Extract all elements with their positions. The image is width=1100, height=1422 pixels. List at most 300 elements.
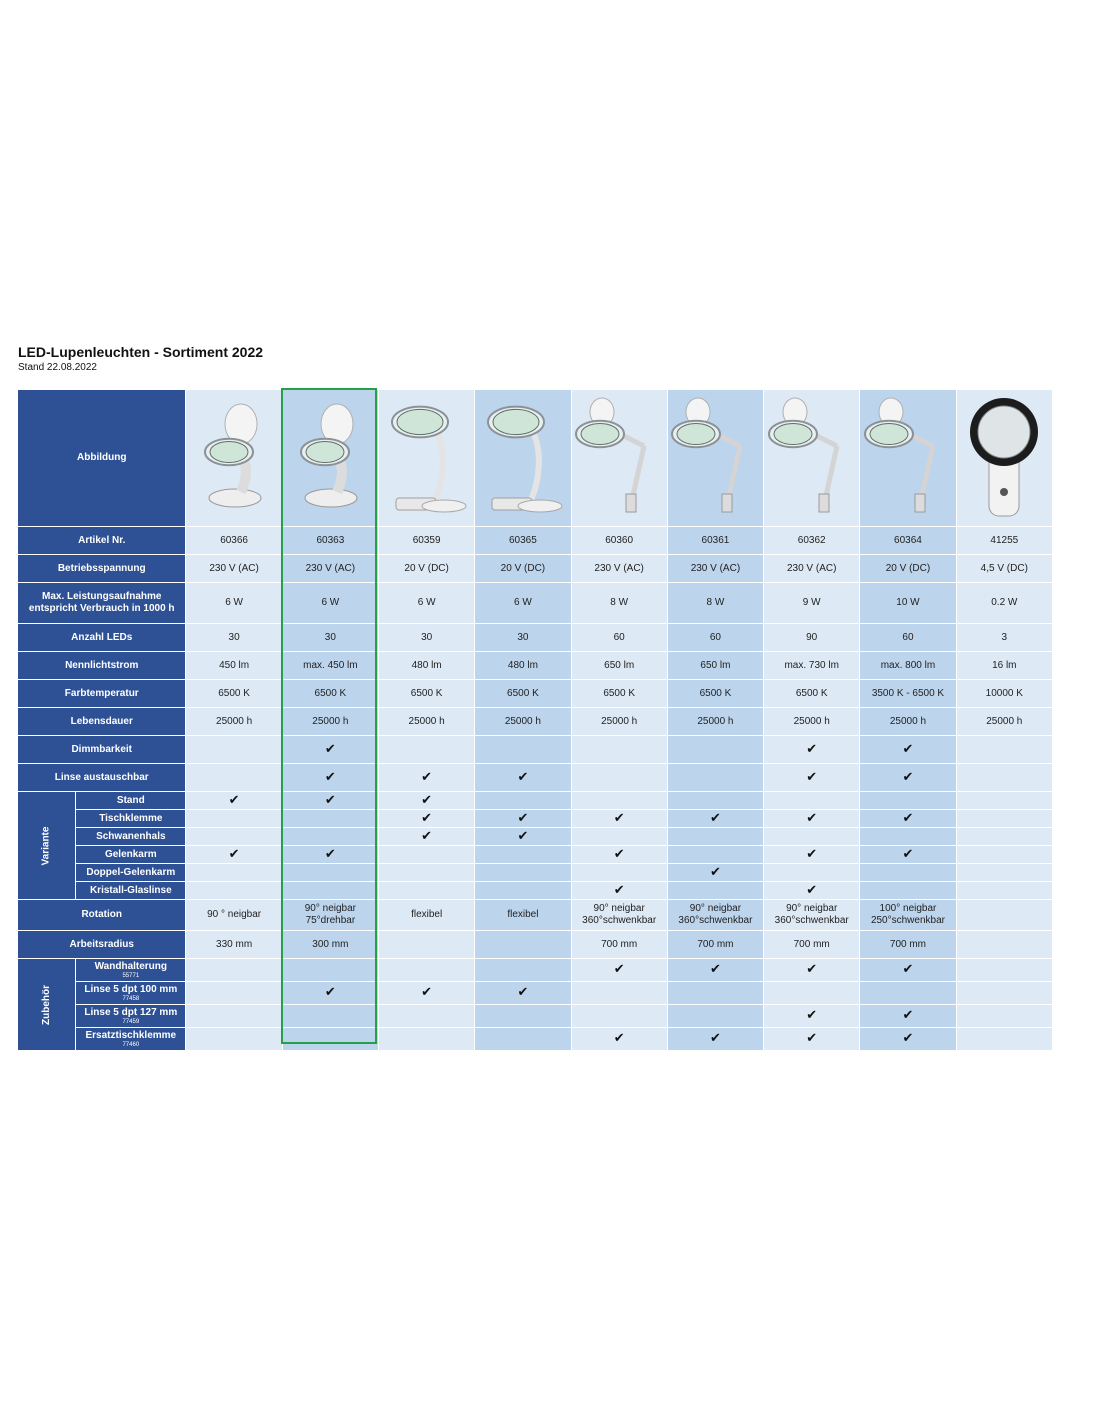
value-cell-spannung: 20 V (DC) xyxy=(475,555,571,583)
check-cell-gelenk xyxy=(764,846,860,864)
checkmark-icon: ✔ xyxy=(613,961,625,976)
check-cell-kristall xyxy=(186,882,282,900)
checkmark-icon: ✔ xyxy=(421,768,433,784)
check-cell-ersatz xyxy=(379,1028,475,1051)
row-label-doppel: Doppel-Gelenkarm xyxy=(76,864,186,882)
value-cell-artikel: 60366 xyxy=(186,527,282,555)
check-cell-l127 xyxy=(379,1005,475,1028)
check-cell-doppel xyxy=(860,864,956,882)
row-label-abbildung: Abbildung xyxy=(18,390,186,527)
check-cell-wand xyxy=(475,959,571,982)
value-cell-farbtemp: 6500 K xyxy=(571,680,667,708)
checkmark-icon: ✔ xyxy=(709,961,721,976)
table-row xyxy=(18,708,1053,736)
check-cell-dimm xyxy=(667,736,763,764)
value-cell-leds: 30 xyxy=(379,624,475,652)
value-cell-spannung: 230 V (AC) xyxy=(571,555,667,583)
row-label-nennlichtstrom: Nennlichtstrom xyxy=(18,652,186,680)
table-row-images xyxy=(18,390,1053,527)
check-cell-doppel xyxy=(475,864,571,882)
value-cell-spannung: 230 V (AC) xyxy=(186,555,282,583)
row-label-lebensdauer: Lebensdauer xyxy=(18,708,186,736)
value-cell-radius: 700 mm xyxy=(764,931,860,959)
checkmark-icon: ✔ xyxy=(902,740,914,756)
check-cell-tisch xyxy=(956,810,1052,828)
value-cell-spannung: 230 V (AC) xyxy=(282,555,378,583)
check-cell-ersatz xyxy=(860,1028,956,1051)
row-label-tischklemme: Tischklemme xyxy=(76,810,186,828)
check-cell-ersatz xyxy=(956,1028,1052,1051)
check-cell-kristall xyxy=(571,882,667,900)
checkmark-icon: ✔ xyxy=(421,809,433,825)
value-cell-lebensdauer: 25000 h xyxy=(379,708,475,736)
row-label-leds: Anzahl LEDs xyxy=(18,624,186,652)
table-row-variante xyxy=(18,846,1053,864)
table-row xyxy=(18,900,1053,931)
row-label-ersatz xyxy=(76,1028,186,1051)
value-cell-rotation xyxy=(379,900,475,931)
comparison-table xyxy=(17,389,1053,1051)
row-label-linse100 xyxy=(76,982,186,1005)
value-cell-radius xyxy=(956,931,1052,959)
value-cell-lichtstrom: max. 800 lm xyxy=(860,652,956,680)
check-cell-l100 xyxy=(186,982,282,1005)
value-cell-farbtemp: 6500 K xyxy=(186,680,282,708)
checkmark-icon: ✔ xyxy=(517,827,529,843)
checkmark-icon: ✔ xyxy=(324,768,336,784)
check-cell-linse xyxy=(186,764,282,792)
table-row xyxy=(18,652,1053,680)
table-body xyxy=(18,390,1053,1051)
check-cell-tisch xyxy=(571,810,667,828)
value-cell-lichtstrom: max. 450 lm xyxy=(282,652,378,680)
checkmark-icon: ✔ xyxy=(902,845,914,861)
table-row-variante xyxy=(18,828,1053,846)
table-row xyxy=(18,680,1053,708)
rotation-line1: 90° neigbar xyxy=(304,903,356,914)
check-cell-linse xyxy=(282,764,378,792)
value-cell-artikel: 60363 xyxy=(282,527,378,555)
row-label-leistung-line2: entspricht Verbrauch in 1000 h xyxy=(28,603,175,614)
value-cell-radius: 330 mm xyxy=(186,931,282,959)
row-label-linse: Linse austauschbar xyxy=(18,764,186,792)
check-cell-linse xyxy=(379,764,475,792)
value-cell-leds: 60 xyxy=(667,624,763,652)
check-cell-doppel xyxy=(764,864,860,882)
check-cell-dimm xyxy=(282,736,378,764)
check-cell-schwan xyxy=(764,828,860,846)
value-cell-leds: 30 xyxy=(186,624,282,652)
value-cell-lichtstrom: 480 lm xyxy=(475,652,571,680)
check-cell-wand xyxy=(667,959,763,982)
check-cell-stand xyxy=(956,792,1052,810)
check-cell-l127 xyxy=(282,1005,378,1028)
value-cell-lichtstrom: 480 lm xyxy=(379,652,475,680)
value-cell-lebensdauer: 25000 h xyxy=(186,708,282,736)
check-cell-tisch xyxy=(667,810,763,828)
check-cell-l100 xyxy=(667,982,763,1005)
check-cell-l127 xyxy=(764,1005,860,1028)
checkmark-icon: ✔ xyxy=(324,845,336,861)
rotation-line2: 75°drehbar xyxy=(305,915,356,926)
value-cell-lebensdauer: 25000 h xyxy=(860,708,956,736)
rotation-line1: 90° neigbar xyxy=(786,903,838,914)
product-image-cell xyxy=(379,390,475,527)
checkmark-icon: ✔ xyxy=(613,1030,625,1045)
value-cell-rotation xyxy=(667,900,763,931)
accessory-name: Ersatztischklemme xyxy=(85,1029,177,1041)
row-label-wand xyxy=(76,959,186,982)
checkmark-icon: ✔ xyxy=(228,845,240,861)
check-cell-stand xyxy=(571,792,667,810)
value-cell-spannung: 20 V (DC) xyxy=(860,555,956,583)
check-cell-tisch xyxy=(475,810,571,828)
value-cell-artikel: 60360 xyxy=(571,527,667,555)
checkmark-icon: ✔ xyxy=(806,881,818,897)
rotation-line1: 100° neigbar xyxy=(879,903,937,914)
value-cell-artikel: 60365 xyxy=(475,527,571,555)
accessory-name: Wandhalterung xyxy=(94,960,168,972)
check-cell-kristall xyxy=(282,882,378,900)
rotation-line1: 90° neigbar xyxy=(689,903,742,914)
value-cell-leistung: 8 W xyxy=(571,583,667,624)
check-cell-gelenk xyxy=(860,846,956,864)
row-label-rotation: Rotation xyxy=(18,900,186,931)
value-cell-rotation xyxy=(186,900,282,931)
checkmark-icon: ✔ xyxy=(709,1030,721,1045)
value-cell-rotation xyxy=(571,900,667,931)
check-cell-gelenk xyxy=(379,846,475,864)
check-cell-kristall xyxy=(475,882,571,900)
check-cell-dimm xyxy=(379,736,475,764)
check-cell-schwan xyxy=(860,828,956,846)
check-cell-schwan xyxy=(571,828,667,846)
check-cell-dimm xyxy=(764,736,860,764)
checkmark-icon: ✔ xyxy=(709,863,721,879)
check-cell-l100 xyxy=(956,982,1052,1005)
table-row-variante xyxy=(18,792,1053,810)
check-cell-schwan xyxy=(956,828,1052,846)
value-cell-lichtstrom: 450 lm xyxy=(186,652,282,680)
checkmark-icon: ✔ xyxy=(324,740,336,756)
row-label-farbtemperatur: Farbtemperatur xyxy=(18,680,186,708)
check-cell-l100 xyxy=(571,982,667,1005)
value-cell-radius: 700 mm xyxy=(860,931,956,959)
rotation-line2: 360°schwenkbar xyxy=(582,915,657,926)
check-cell-ersatz xyxy=(667,1028,763,1051)
table-row xyxy=(18,736,1053,764)
value-cell-rotation xyxy=(860,900,956,931)
check-cell-stand xyxy=(764,792,860,810)
check-cell-wand xyxy=(282,959,378,982)
check-cell-ersatz xyxy=(475,1028,571,1051)
value-cell-farbtemp: 6500 K xyxy=(667,680,763,708)
check-cell-doppel xyxy=(667,864,763,882)
check-cell-schwan xyxy=(667,828,763,846)
product-arm-clamp-lamp-image xyxy=(574,394,664,522)
checkmark-icon: ✔ xyxy=(902,1030,914,1045)
check-cell-gelenk xyxy=(667,846,763,864)
check-cell-l127 xyxy=(571,1005,667,1028)
page-subtitle: Stand 22.08.2022 xyxy=(18,362,97,373)
table-row-variante xyxy=(18,810,1053,828)
check-cell-stand xyxy=(475,792,571,810)
checkmark-icon: ✔ xyxy=(902,768,914,784)
check-cell-gelenk xyxy=(282,846,378,864)
check-cell-linse xyxy=(860,764,956,792)
value-cell-radius: 700 mm xyxy=(571,931,667,959)
check-cell-tisch xyxy=(186,810,282,828)
checkmark-icon: ✔ xyxy=(324,984,336,999)
group-label-zubehoer-text: Zubehör xyxy=(40,984,52,1025)
value-cell-lichtstrom: 650 lm xyxy=(667,652,763,680)
check-cell-kristall xyxy=(667,882,763,900)
check-cell-linse xyxy=(475,764,571,792)
table-row-variante xyxy=(18,882,1053,900)
checkmark-icon: ✔ xyxy=(228,791,240,807)
check-cell-l127 xyxy=(956,1005,1052,1028)
check-cell-stand xyxy=(282,792,378,810)
checkmark-icon: ✔ xyxy=(806,1007,818,1022)
value-cell-rotation xyxy=(764,900,860,931)
product-arm-clamp-lamp-image xyxy=(767,394,857,522)
check-cell-gelenk xyxy=(186,846,282,864)
value-cell-spannung: 230 V (AC) xyxy=(764,555,860,583)
checkmark-icon: ✔ xyxy=(613,845,625,861)
row-label-dimmbarkeit: Dimmbarkeit xyxy=(18,736,186,764)
group-label-zubehoer xyxy=(18,959,76,1051)
check-cell-dimm xyxy=(571,736,667,764)
value-cell-lebensdauer: 25000 h xyxy=(667,708,763,736)
check-cell-schwan xyxy=(186,828,282,846)
value-cell-lichtstrom: max. 730 lm xyxy=(764,652,860,680)
value-cell-radius xyxy=(475,931,571,959)
check-cell-ersatz xyxy=(282,1028,378,1051)
accessory-name: Linse 5 dpt 100 mm xyxy=(84,983,178,995)
check-cell-l127 xyxy=(475,1005,571,1028)
table-row-variante xyxy=(18,864,1053,882)
product-arm-clamp-lamp-image xyxy=(670,394,760,522)
value-cell-lichtstrom: 16 lm xyxy=(956,652,1052,680)
value-cell-lebensdauer: 25000 h xyxy=(282,708,378,736)
check-cell-wand xyxy=(186,959,282,982)
product-image-cell xyxy=(860,390,956,527)
product-desk-magnifier-lamp-image xyxy=(189,394,279,522)
value-cell-leistung: 0.2 W xyxy=(956,583,1052,624)
product-image-cell xyxy=(186,390,282,527)
checkmark-icon: ✔ xyxy=(806,740,818,756)
table-row-zubehoer xyxy=(18,1028,1053,1051)
checkmark-icon: ✔ xyxy=(613,809,625,825)
checkmark-icon: ✔ xyxy=(517,984,529,999)
value-cell-leistung: 6 W xyxy=(379,583,475,624)
check-cell-stand xyxy=(860,792,956,810)
check-cell-dimm xyxy=(186,736,282,764)
accessory-article-code: 77459 xyxy=(122,1018,140,1025)
check-cell-dimm xyxy=(956,736,1052,764)
value-cell-leds: 90 xyxy=(764,624,860,652)
row-label-arbeitsradius: Arbeitsradius xyxy=(18,931,186,959)
check-cell-kristall xyxy=(379,882,475,900)
check-cell-wand xyxy=(956,959,1052,982)
value-cell-leistung: 6 W xyxy=(475,583,571,624)
check-cell-linse xyxy=(571,764,667,792)
check-cell-dimm xyxy=(475,736,571,764)
value-cell-rotation xyxy=(956,900,1052,931)
check-cell-l100 xyxy=(475,982,571,1005)
check-cell-linse xyxy=(956,764,1052,792)
product-handheld-magnifier-image xyxy=(959,394,1049,522)
value-cell-spannung: 4,5 V (DC) xyxy=(956,555,1052,583)
check-cell-tisch xyxy=(379,810,475,828)
checkmark-icon: ✔ xyxy=(806,1030,818,1045)
checkmark-icon: ✔ xyxy=(709,809,721,825)
row-label-leistung-line1: Max. Leistungsaufnahme xyxy=(42,591,162,602)
value-cell-leistung: 10 W xyxy=(860,583,956,624)
check-cell-l127 xyxy=(186,1005,282,1028)
check-cell-l100 xyxy=(764,982,860,1005)
value-cell-lebensdauer: 25000 h xyxy=(475,708,571,736)
checkmark-icon: ✔ xyxy=(902,1007,914,1022)
checkmark-icon: ✔ xyxy=(421,827,433,843)
row-label-stand: Stand xyxy=(76,792,186,810)
group-label-variante xyxy=(18,792,76,900)
check-cell-doppel xyxy=(282,864,378,882)
check-cell-wand xyxy=(860,959,956,982)
page-title: LED-Lupenleuchten - Sortiment 2022 xyxy=(18,344,264,360)
row-label-kristall: Kristall-Glaslinse xyxy=(76,882,186,900)
value-cell-leistung: 6 W xyxy=(282,583,378,624)
rotation-line2: 360°schwenkbar xyxy=(774,915,849,926)
rotation-line2: 360°schwenkbar xyxy=(678,915,753,926)
table-row xyxy=(18,624,1053,652)
value-cell-farbtemp: 6500 K xyxy=(764,680,860,708)
check-cell-kristall xyxy=(956,882,1052,900)
product-image-cell xyxy=(475,390,571,527)
value-cell-leistung: 9 W xyxy=(764,583,860,624)
value-cell-farbtemp: 3500 K - 6500 K xyxy=(860,680,956,708)
value-cell-leistung: 6 W xyxy=(186,583,282,624)
product-arm-clamp-lamp-image xyxy=(863,394,953,522)
value-cell-farbtemp: 6500 K xyxy=(475,680,571,708)
check-cell-kristall xyxy=(860,882,956,900)
check-cell-l100 xyxy=(379,982,475,1005)
value-cell-lebensdauer: 25000 h xyxy=(764,708,860,736)
table-row xyxy=(18,555,1053,583)
value-cell-farbtemp: 6500 K xyxy=(282,680,378,708)
value-cell-farbtemp: 10000 K xyxy=(956,680,1052,708)
check-cell-gelenk xyxy=(475,846,571,864)
accessory-article-code: 55771 xyxy=(122,972,140,979)
check-cell-stand xyxy=(379,792,475,810)
checkmark-icon: ✔ xyxy=(902,961,914,976)
value-cell-lichtstrom: 650 lm xyxy=(571,652,667,680)
value-cell-artikel: 60362 xyxy=(764,527,860,555)
rotation-line1: flexibel xyxy=(507,909,539,920)
check-cell-stand xyxy=(186,792,282,810)
value-cell-leds: 60 xyxy=(571,624,667,652)
checkmark-icon: ✔ xyxy=(517,768,529,784)
checkmark-icon: ✔ xyxy=(806,845,818,861)
row-label-artikel: Artikel Nr. xyxy=(18,527,186,555)
checkmark-icon: ✔ xyxy=(421,984,433,999)
check-cell-tisch xyxy=(282,810,378,828)
rotation-line2: 250°schwenkbar xyxy=(870,915,945,926)
product-image-cell xyxy=(667,390,763,527)
checkmark-icon: ✔ xyxy=(806,809,818,825)
product-image-cell xyxy=(571,390,667,527)
check-cell-linse xyxy=(667,764,763,792)
value-cell-leds: 60 xyxy=(860,624,956,652)
product-image-cell xyxy=(282,390,378,527)
value-cell-artikel: 60359 xyxy=(379,527,475,555)
table-row-zubehoer xyxy=(18,959,1053,982)
checkmark-icon: ✔ xyxy=(902,809,914,825)
accessory-name: Linse 5 dpt 127 mm xyxy=(84,1006,178,1018)
product-gooseneck-clamp-lamp-image xyxy=(478,394,568,522)
check-cell-schwan xyxy=(475,828,571,846)
value-cell-leds: 30 xyxy=(475,624,571,652)
rotation-line1: 90° neigbar xyxy=(593,903,645,914)
value-cell-radius: 700 mm xyxy=(667,931,763,959)
check-cell-ersatz xyxy=(186,1028,282,1051)
check-cell-tisch xyxy=(860,810,956,828)
table-row-zubehoer xyxy=(18,982,1053,1005)
check-cell-gelenk xyxy=(571,846,667,864)
group-label-variante-text: Variante xyxy=(40,826,52,865)
product-desk-magnifier-lamp-image xyxy=(285,394,375,522)
check-cell-tisch xyxy=(764,810,860,828)
check-cell-doppel xyxy=(379,864,475,882)
check-cell-wand xyxy=(379,959,475,982)
check-cell-schwan xyxy=(282,828,378,846)
checkmark-icon: ✔ xyxy=(517,809,529,825)
checkmark-icon: ✔ xyxy=(421,791,433,807)
row-label-leistung xyxy=(18,583,186,624)
value-cell-leistung: 8 W xyxy=(667,583,763,624)
check-cell-schwan xyxy=(379,828,475,846)
check-cell-ersatz xyxy=(764,1028,860,1051)
check-cell-linse xyxy=(764,764,860,792)
accessory-article-code: 77458 xyxy=(122,995,140,1002)
checkmark-icon: ✔ xyxy=(806,768,818,784)
check-cell-l127 xyxy=(667,1005,763,1028)
value-cell-rotation xyxy=(475,900,571,931)
row-label-linse127 xyxy=(76,1005,186,1028)
check-cell-doppel xyxy=(186,864,282,882)
value-cell-radius: 300 mm xyxy=(282,931,378,959)
product-image-cell xyxy=(956,390,1052,527)
check-cell-dimm xyxy=(860,736,956,764)
value-cell-artikel: 41255 xyxy=(956,527,1052,555)
check-cell-doppel xyxy=(571,864,667,882)
product-image-cell xyxy=(764,390,860,527)
row-label-schwanenhals: Schwanenhals xyxy=(76,828,186,846)
check-cell-kristall xyxy=(764,882,860,900)
rotation-line1: flexibel xyxy=(411,909,443,920)
table-row xyxy=(18,931,1053,959)
value-cell-radius xyxy=(379,931,475,959)
value-cell-rotation xyxy=(282,900,378,931)
row-label-gelenkarm: Gelenkarm xyxy=(76,846,186,864)
value-cell-spannung: 230 V (AC) xyxy=(667,555,763,583)
table-row xyxy=(18,583,1053,624)
check-cell-gelenk xyxy=(956,846,1052,864)
checkmark-icon: ✔ xyxy=(806,961,818,976)
accessory-article-code: 77460 xyxy=(122,1041,140,1048)
check-cell-ersatz xyxy=(571,1028,667,1051)
row-label-betriebsspannung: Betriebsspannung xyxy=(18,555,186,583)
